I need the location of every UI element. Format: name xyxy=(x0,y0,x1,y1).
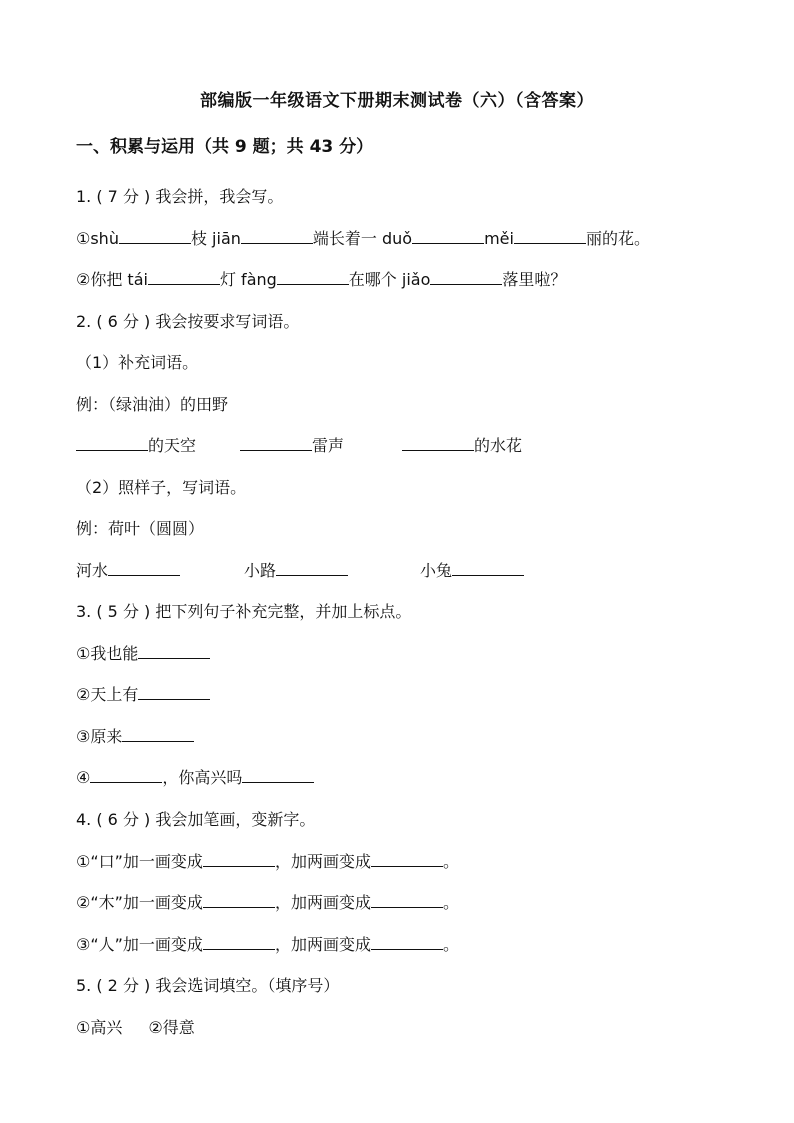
answer-blank[interactable] xyxy=(276,560,348,576)
question-1-line-2 xyxy=(76,269,566,291)
question-2-fill-1 xyxy=(76,435,522,457)
text-segment: 枝 jiān xyxy=(190,229,241,248)
text-segment: 。 xyxy=(442,852,459,871)
text-segment: 小兔 xyxy=(420,561,453,580)
text-segment: 雷声 xyxy=(312,436,345,455)
question-3-heading: 3. ( 5 分 ) 把下列句子补充完整，并加上标点。 xyxy=(76,602,412,621)
question-5-options xyxy=(76,1017,195,1039)
text-segment: ②天上有 xyxy=(76,685,139,704)
text-segment: ①“口”加一画变成 xyxy=(76,852,203,871)
text-segment: ，加两画变成 xyxy=(274,893,371,912)
answer-blank[interactable] xyxy=(138,684,210,700)
option-2: ②得意 xyxy=(148,1018,195,1037)
answer-blank[interactable] xyxy=(108,560,180,576)
answer-blank[interactable] xyxy=(277,269,349,285)
text-segment: ，加两画变成 xyxy=(274,935,371,954)
section-heading: 一、积累与运用（共 9 题；共 43 分） xyxy=(76,137,374,157)
answer-blank[interactable] xyxy=(371,892,443,908)
text-segment: ，加两画变成 xyxy=(274,852,371,871)
answer-blank[interactable] xyxy=(242,767,314,783)
answer-blank[interactable] xyxy=(514,228,586,244)
question-3-item-1 xyxy=(76,643,210,665)
text-segment: 落里啦？ xyxy=(502,270,567,289)
answer-blank[interactable] xyxy=(203,851,275,867)
answer-blank[interactable] xyxy=(138,643,210,659)
answer-blank[interactable] xyxy=(90,767,162,783)
question-3-item-4 xyxy=(76,767,314,789)
question-2-fill-2 xyxy=(76,560,524,582)
text-segment: 。 xyxy=(442,935,459,954)
text-segment: 在哪个 jiǎo xyxy=(348,270,431,289)
answer-blank[interactable] xyxy=(76,435,148,451)
question-3-item-2 xyxy=(76,684,210,706)
answer-blank[interactable] xyxy=(452,560,524,576)
question-2-sub-1: （1）补充词语。 xyxy=(76,353,199,372)
answer-blank[interactable] xyxy=(122,726,194,742)
text-segment: 灯 fàng xyxy=(219,270,277,289)
text-segment: ③“人”加一画变成 xyxy=(76,935,203,954)
question-2-sub-2: （2）照样子，写词语。 xyxy=(76,478,247,497)
question-4-item-1 xyxy=(76,851,459,873)
question-2-example-1: 例：（绿油油）的田野 xyxy=(76,395,229,414)
question-4-item-2 xyxy=(76,892,459,914)
text-segment: 丽的花。 xyxy=(585,229,650,248)
text-segment: ③原来 xyxy=(76,727,123,746)
text-segment: 的天空 xyxy=(148,436,197,455)
text-segment: 端长着一 duǒ xyxy=(312,229,413,248)
answer-blank[interactable] xyxy=(203,892,275,908)
text-segment: ②你把 tái xyxy=(76,270,148,289)
text-segment: 的水花 xyxy=(474,436,523,455)
text-segment: 小路 xyxy=(244,561,277,580)
answer-blank[interactable] xyxy=(241,228,313,244)
answer-blank[interactable] xyxy=(203,934,275,950)
answer-blank[interactable] xyxy=(371,934,443,950)
question-2-heading: 2. ( 6 分 ) 我会按要求写词语。 xyxy=(76,312,300,331)
question-5-heading: 5. ( 2 分 ) 我会选词填空。（填序号） xyxy=(76,976,340,995)
text-segment: 河水 xyxy=(76,561,109,580)
question-2-example-2: 例：荷叶（圆圆） xyxy=(76,519,205,538)
answer-blank[interactable] xyxy=(148,269,220,285)
answer-blank[interactable] xyxy=(240,435,312,451)
answer-blank[interactable] xyxy=(371,851,443,867)
text-segment: ①我也能 xyxy=(76,644,139,663)
answer-blank[interactable] xyxy=(402,435,474,451)
page-title: 部编版一年级语文下册期末测试卷（六）（含答案） xyxy=(200,91,594,111)
question-3-item-3 xyxy=(76,726,194,748)
question-1-line-1 xyxy=(76,228,650,250)
text-segment: měi xyxy=(484,229,514,248)
question-4-heading: 4. ( 6 分 ) 我会加笔画，变新字。 xyxy=(76,810,316,829)
answer-blank[interactable] xyxy=(430,269,502,285)
answer-blank[interactable] xyxy=(412,228,484,244)
text-segment: ①shù xyxy=(76,229,119,248)
text-segment: ，你高兴吗 xyxy=(162,768,243,787)
question-4-item-3 xyxy=(76,934,459,956)
text-segment: ②“木”加一画变成 xyxy=(76,893,203,912)
text-segment: ④ xyxy=(76,768,91,787)
question-1-heading: 1. ( 7 分 ) 我会拼，我会写。 xyxy=(76,187,284,206)
answer-blank[interactable] xyxy=(119,228,191,244)
text-segment: 。 xyxy=(442,893,459,912)
option-1: ①高兴 xyxy=(76,1018,123,1037)
